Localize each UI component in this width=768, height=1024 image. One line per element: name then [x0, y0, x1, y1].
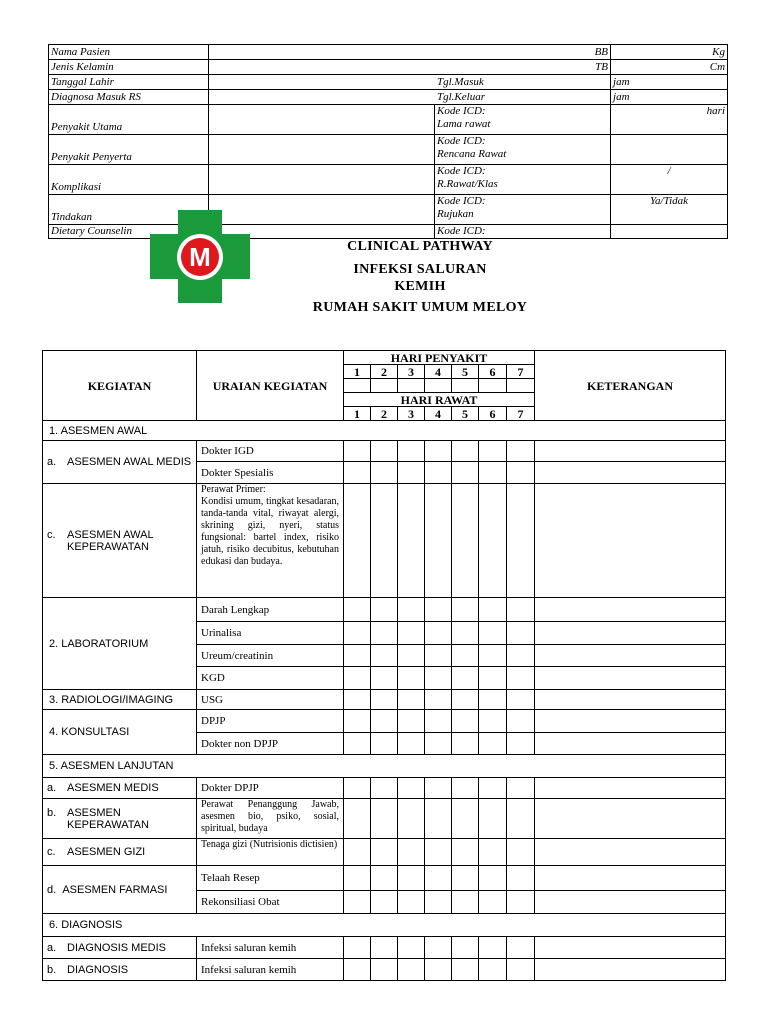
- day-cell[interactable]: [344, 710, 371, 733]
- day-cell[interactable]: [507, 598, 535, 622]
- keterangan-cell[interactable]: [535, 667, 726, 690]
- day-cell[interactable]: [507, 710, 535, 733]
- day-cell[interactable]: [398, 839, 425, 866]
- day-cell[interactable]: [452, 733, 479, 755]
- day-cell[interactable]: [398, 667, 425, 690]
- day-cell[interactable]: [344, 622, 371, 645]
- day-cell[interactable]: [507, 799, 535, 839]
- kegiatan-asesmen-awal-medis: a. ASESMEN AWAL MEDIS: [43, 441, 197, 484]
- keterangan-cell[interactable]: [535, 778, 726, 799]
- title-clinical-pathway: CLINICAL PATHWAY: [347, 239, 493, 254]
- day-cell[interactable]: [344, 667, 371, 690]
- day-cell[interactable]: [479, 441, 507, 462]
- jenis-kelamin-label: Jenis Kelamin: [49, 60, 209, 75]
- day-cell[interactable]: [371, 484, 398, 598]
- day-cell[interactable]: [507, 866, 535, 891]
- day-cell[interactable]: [452, 799, 479, 839]
- penyakit-penyerta-label: Penyakit Penyerta: [49, 135, 209, 165]
- day-cell[interactable]: [507, 937, 535, 959]
- day-cell[interactable]: [371, 778, 398, 799]
- kg-label: Kg: [611, 45, 728, 60]
- kegiatan-konsultasi: 4. KONSULTASI: [43, 710, 197, 755]
- day-cell[interactable]: [452, 441, 479, 462]
- kegiatan-asesmen-gizi: c. ASESMEN GIZI: [43, 839, 197, 866]
- day-cell[interactable]: [479, 799, 507, 839]
- day-cell[interactable]: [479, 598, 507, 622]
- day-cell[interactable]: [425, 441, 452, 462]
- day-header: 5: [452, 407, 479, 421]
- day-cell[interactable]: [425, 937, 452, 959]
- jam-keluar-label: jam: [611, 90, 728, 105]
- day-cell[interactable]: [425, 891, 452, 914]
- day-cell[interactable]: [507, 891, 535, 914]
- day-cell[interactable]: [425, 799, 452, 839]
- day-header: 4: [425, 407, 452, 421]
- day-cell[interactable]: [344, 462, 371, 484]
- uraian-dokter-spesialis: Dokter Spesialis: [197, 462, 344, 484]
- day-cell[interactable]: [507, 959, 535, 981]
- keterangan-cell[interactable]: [535, 799, 726, 839]
- day-cell[interactable]: [398, 379, 425, 393]
- day-cell[interactable]: [479, 733, 507, 755]
- day-cell[interactable]: [452, 866, 479, 891]
- day-cell[interactable]: [371, 891, 398, 914]
- keterangan-cell[interactable]: [535, 839, 726, 866]
- keterangan-cell[interactable]: [535, 441, 726, 462]
- day-cell[interactable]: [425, 866, 452, 891]
- kode-icd-rencana-rawat: Kode ICD: Rencana Rawat: [435, 135, 611, 165]
- day-cell[interactable]: [452, 891, 479, 914]
- day-cell[interactable]: [398, 598, 425, 622]
- kegiatan-asesmen-awal-keperawatan: c. ASESMEN AWAL KEPERAWATAN: [43, 484, 197, 598]
- day-header: 3: [398, 365, 425, 379]
- uraian-usg: USG: [197, 690, 344, 710]
- kode-icd-rawat-klas: Kode ICD: R.Rawat/Klas: [435, 165, 611, 195]
- day-cell[interactable]: [479, 959, 507, 981]
- day-cell[interactable]: [371, 441, 398, 462]
- day-cell[interactable]: [425, 733, 452, 755]
- keterangan-cell[interactable]: [535, 891, 726, 914]
- day-cell[interactable]: [398, 778, 425, 799]
- day-header: 4: [425, 365, 452, 379]
- day-cell[interactable]: [344, 733, 371, 755]
- day-cell[interactable]: [452, 622, 479, 645]
- day-cell[interactable]: [479, 379, 507, 393]
- dietary-counseling-label: Dietary Counselin: [49, 225, 209, 239]
- section-diagnosis: 6. DIAGNOSIS: [43, 914, 726, 937]
- day-cell[interactable]: [479, 866, 507, 891]
- dietary-extra: [611, 225, 728, 239]
- penyakit-penyerta-value: [209, 135, 435, 165]
- jam-masuk-label: jam: [611, 75, 728, 90]
- day-cell[interactable]: [371, 959, 398, 981]
- keterangan-cell[interactable]: [535, 710, 726, 733]
- tgl-keluar-label: Tgl.Keluar: [209, 90, 611, 105]
- uraian-dpjp: DPJP: [197, 710, 344, 733]
- uraian-dokter-dpjp: Dokter DPJP: [197, 778, 344, 799]
- keterangan-cell[interactable]: [535, 645, 726, 667]
- day-cell[interactable]: [344, 690, 371, 710]
- day-cell[interactable]: [479, 667, 507, 690]
- header-hari-penyakit: HARI PENYAKIT: [344, 351, 535, 365]
- day-cell[interactable]: [507, 441, 535, 462]
- tindakan-label: Tindakan: [49, 195, 209, 225]
- day-cell[interactable]: [344, 645, 371, 667]
- day-cell[interactable]: [479, 891, 507, 914]
- day-cell[interactable]: [371, 839, 398, 866]
- uraian-telaah-resep: Telaah Resep: [197, 866, 344, 891]
- section-asesmen-lanjutan: 5. ASESMEN LANJUTAN: [43, 755, 726, 778]
- day-cell[interactable]: [425, 667, 452, 690]
- day-cell[interactable]: [425, 839, 452, 866]
- day-cell[interactable]: [425, 598, 452, 622]
- day-cell[interactable]: [425, 959, 452, 981]
- day-cell[interactable]: [507, 667, 535, 690]
- day-cell[interactable]: [452, 690, 479, 710]
- title-kemih: KEMIH: [394, 279, 446, 294]
- day-header: 7: [507, 365, 535, 379]
- keterangan-cell[interactable]: [535, 462, 726, 484]
- day-cell[interactable]: [371, 379, 398, 393]
- day-header: 2: [371, 365, 398, 379]
- day-cell[interactable]: [425, 645, 452, 667]
- day-header: 3: [398, 407, 425, 421]
- day-cell[interactable]: [398, 484, 425, 598]
- day-cell[interactable]: [371, 799, 398, 839]
- uraian-perawat-penanggung-jawab: Perawat Penanggung Jawab, asesmen bio, psiko, sosial, spiritual, budaya: [197, 799, 344, 839]
- bb-label: BB: [209, 45, 611, 60]
- day-cell[interactable]: [344, 839, 371, 866]
- day-cell[interactable]: [452, 484, 479, 598]
- uraian-tenaga-gizi: Tenaga gizi (Nutrisionis dictisien): [197, 839, 344, 866]
- day-cell[interactable]: [507, 484, 535, 598]
- day-header: 6: [479, 407, 507, 421]
- day-header: 7: [507, 407, 535, 421]
- day-cell[interactable]: [398, 622, 425, 645]
- uraian-kgd: KGD: [197, 667, 344, 690]
- day-cell[interactable]: [425, 622, 452, 645]
- hari-label: hari: [611, 105, 728, 135]
- diagnosa-masuk-label: Diagnosa Masuk RS: [49, 90, 209, 105]
- uraian-urinalisa: Urinalisa: [197, 622, 344, 645]
- keterangan-cell[interactable]: [535, 622, 726, 645]
- uraian-dokter-non-dpjp: Dokter non DPJP: [197, 733, 344, 755]
- day-cell[interactable]: [344, 959, 371, 981]
- day-cell[interactable]: [398, 866, 425, 891]
- day-cell[interactable]: [479, 622, 507, 645]
- day-cell[interactable]: [371, 866, 398, 891]
- uraian-darah-lengkap: Darah Lengkap: [197, 598, 344, 622]
- day-cell[interactable]: [452, 667, 479, 690]
- tb-label: TB: [209, 60, 611, 75]
- day-cell[interactable]: [507, 839, 535, 866]
- day-cell[interactable]: [452, 778, 479, 799]
- day-cell[interactable]: [452, 379, 479, 393]
- title-infeksi-saluran: INFEKSI SALURAN: [353, 262, 487, 277]
- day-cell[interactable]: [452, 710, 479, 733]
- day-cell[interactable]: [425, 710, 452, 733]
- logo-letter: M: [189, 242, 211, 272]
- penyakit-utama-label: Penyakit Utama: [49, 105, 209, 135]
- day-cell[interactable]: [344, 778, 371, 799]
- day-cell[interactable]: [344, 441, 371, 462]
- day-cell[interactable]: [452, 937, 479, 959]
- nama-pasien-label: Nama Pasien: [49, 45, 209, 60]
- uraian-infeksi-saluran-kemih: Infeksi saluran kemih: [197, 937, 344, 959]
- day-cell[interactable]: [371, 462, 398, 484]
- day-cell[interactable]: [344, 484, 371, 598]
- day-cell[interactable]: [507, 622, 535, 645]
- keterangan-cell[interactable]: [535, 484, 726, 598]
- day-cell[interactable]: [425, 778, 452, 799]
- slash-label: /: [611, 165, 728, 195]
- kode-icd-lama-rawat: Kode ICD: Lama rawat: [435, 105, 611, 135]
- hospital-logo: [150, 210, 250, 303]
- header-keterangan: KETERANGAN: [535, 351, 726, 421]
- day-cell[interactable]: [398, 462, 425, 484]
- day-header: 5: [452, 365, 479, 379]
- day-cell[interactable]: [398, 959, 425, 981]
- day-cell[interactable]: [344, 379, 371, 393]
- day-cell[interactable]: [371, 645, 398, 667]
- day-cell[interactable]: [371, 710, 398, 733]
- kegiatan-laboratorium: 2. LABORATORIUM: [43, 598, 197, 690]
- day-header: 6: [479, 365, 507, 379]
- komplikasi-value: [209, 165, 435, 195]
- day-cell[interactable]: [425, 462, 452, 484]
- day-cell[interactable]: [398, 690, 425, 710]
- day-cell[interactable]: [371, 690, 398, 710]
- title-hospital-name: RUMAH SAKIT UMUM MELOY: [312, 300, 528, 315]
- day-cell[interactable]: [479, 778, 507, 799]
- day-cell[interactable]: [398, 645, 425, 667]
- day-cell[interactable]: [452, 645, 479, 667]
- day-cell[interactable]: [371, 733, 398, 755]
- kegiatan-diagnosis: b. DIAGNOSIS: [43, 959, 197, 981]
- day-header: 1: [344, 365, 371, 379]
- clinical-pathway-table: [42, 350, 726, 981]
- day-cell[interactable]: [344, 598, 371, 622]
- kode-icd-rujukan: Kode ICD: Rujukan: [435, 195, 611, 225]
- day-cell[interactable]: [479, 839, 507, 866]
- day-cell[interactable]: [344, 799, 371, 839]
- day-cell[interactable]: [507, 733, 535, 755]
- kegiatan-asesmen-farmasi: d. ASESMEN FARMASI: [43, 866, 197, 914]
- day-cell[interactable]: [479, 710, 507, 733]
- day-cell[interactable]: [371, 598, 398, 622]
- uraian-dokter-igd: Dokter IGD: [197, 441, 344, 462]
- tanggal-lahir-label: Tanggal Lahir: [49, 75, 209, 90]
- day-cell[interactable]: [371, 622, 398, 645]
- day-cell[interactable]: [479, 462, 507, 484]
- day-cell[interactable]: [425, 379, 452, 393]
- keterangan-cell[interactable]: [535, 937, 726, 959]
- kegiatan-asesmen-keperawatan: b. ASESMEN KEPERAWATAN: [43, 799, 197, 839]
- ya-tidak-label: Ya/Tidak: [611, 195, 728, 225]
- day-cell[interactable]: [452, 959, 479, 981]
- keterangan-cell[interactable]: [535, 959, 726, 981]
- day-cell[interactable]: [344, 866, 371, 891]
- cm-label: Cm: [611, 60, 728, 75]
- kegiatan-radiologi: 3. RADIOLOGI/IMAGING: [43, 690, 197, 710]
- day-cell[interactable]: [344, 891, 371, 914]
- kegiatan-asesmen-medis: a. ASESMEN MEDIS: [43, 778, 197, 799]
- header-kegiatan: KEGIATAN: [43, 351, 197, 421]
- day-cell[interactable]: [479, 645, 507, 667]
- day-cell[interactable]: [398, 441, 425, 462]
- kegiatan-diagnosis-medis: a. DIAGNOSIS MEDIS: [43, 937, 197, 959]
- day-cell[interactable]: [479, 484, 507, 598]
- uraian-rekonsiliasi-obat: Rekonsiliasi Obat: [197, 891, 344, 914]
- header-uraian-kegiatan: URAIAN KEGIATAN: [197, 351, 344, 421]
- tgl-masuk-label: Tgl.Masuk: [209, 75, 611, 90]
- day-cell[interactable]: [452, 462, 479, 484]
- section-asesmen-awal: 1. ASESMEN AWAL: [43, 421, 726, 441]
- day-cell[interactable]: [507, 379, 535, 393]
- uraian-perawat-primer: Perawat Primer: Kondisi umum, tingkat kesadaran, tanda-tanda vital, riwayat alergi, skrining gizi, nyeri, status fungsional: bartel index, risiko jatuh, risiko decubitus, kebutuhan edukasi dan budaya.: [197, 484, 344, 598]
- kode-icd-dietary: Kode ICD:: [435, 225, 611, 239]
- uraian-infeksi-saluran-kemih: Infeksi saluran kemih: [197, 959, 344, 981]
- day-cell[interactable]: [398, 891, 425, 914]
- day-cell[interactable]: [479, 937, 507, 959]
- day-cell[interactable]: [452, 839, 479, 866]
- komplikasi-label: Komplikasi: [49, 165, 209, 195]
- day-header: 2: [371, 407, 398, 421]
- day-cell[interactable]: [507, 645, 535, 667]
- day-cell[interactable]: [507, 462, 535, 484]
- keterangan-cell[interactable]: [535, 733, 726, 755]
- day-cell[interactable]: [344, 937, 371, 959]
- day-cell[interactable]: [371, 937, 398, 959]
- day-cell[interactable]: [479, 690, 507, 710]
- day-cell[interactable]: [398, 733, 425, 755]
- day-cell[interactable]: [398, 937, 425, 959]
- day-cell[interactable]: [371, 667, 398, 690]
- day-cell[interactable]: [425, 484, 452, 598]
- day-cell[interactable]: [398, 799, 425, 839]
- keterangan-cell[interactable]: [535, 690, 726, 710]
- day-cell[interactable]: [452, 598, 479, 622]
- keterangan-cell[interactable]: [535, 598, 726, 622]
- day-cell[interactable]: [398, 710, 425, 733]
- day-header: 1: [344, 407, 371, 421]
- rencana-rawat-value: [611, 135, 728, 165]
- day-cell[interactable]: [425, 690, 452, 710]
- day-cell[interactable]: [507, 778, 535, 799]
- header-hari-rawat: HARI RAWAT: [344, 393, 535, 407]
- uraian-ureum-creatinin: Ureum/creatinin: [197, 645, 344, 667]
- penyakit-utama-value: [209, 105, 435, 135]
- keterangan-cell[interactable]: [535, 866, 726, 891]
- day-cell[interactable]: [507, 690, 535, 710]
